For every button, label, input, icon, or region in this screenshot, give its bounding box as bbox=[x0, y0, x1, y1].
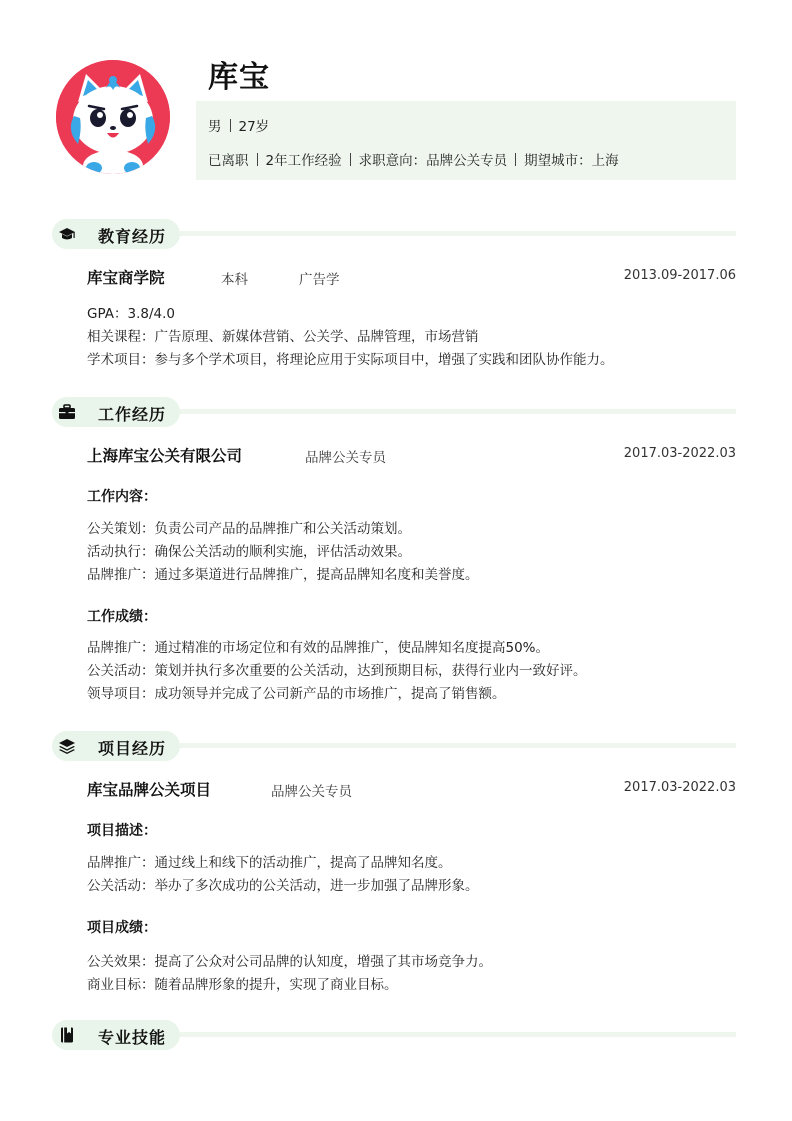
list-item: 活动执行：确保公关活动的顺利实施，评估活动效果。 bbox=[87, 544, 411, 560]
layers-icon bbox=[56, 735, 78, 757]
list-item: 公关活动：举办了多次成功的公关活动，进一步加强了品牌形象。 bbox=[87, 878, 479, 894]
project-desc-label: 项目描述： bbox=[87, 823, 157, 839]
project-section-header bbox=[52, 731, 736, 761]
book-icon bbox=[56, 1024, 78, 1046]
list-item: 公关活动：策划并执行多次重要的公关活动，达到预期目标，获得行业内一致好评。 bbox=[87, 663, 587, 679]
list-item: 品牌推广：通过线上和线下的活动推广，提高了品牌知名度。 bbox=[87, 855, 452, 871]
education-entry-header bbox=[87, 266, 736, 288]
mascot-cat-icon bbox=[56, 60, 170, 174]
section-title: 项目经历 bbox=[98, 739, 167, 758]
project-results-list bbox=[87, 951, 736, 997]
work-entry-header bbox=[87, 444, 736, 466]
list-item: 相关课程：广告原理、新媒体营销、公关学、品牌管理，市场营销 bbox=[87, 329, 479, 345]
candidate-name: 库宝 bbox=[208, 60, 270, 95]
education-date: 2013.09-2017.06 bbox=[623, 268, 736, 283]
separator bbox=[515, 153, 516, 166]
section-divider bbox=[180, 1032, 736, 1037]
school-name: 库宝商学院 bbox=[87, 269, 165, 287]
list-item: 学术项目：参与多个学术项目，将理论应用于实际项目中，增强了实践和团队协作能力。 bbox=[87, 352, 614, 368]
company-name: 上海库宝公关有限公司 bbox=[87, 447, 243, 465]
graduation-cap-icon bbox=[56, 223, 78, 245]
section-divider bbox=[180, 409, 736, 414]
skills-section-header bbox=[52, 1020, 736, 1050]
section-divider bbox=[180, 231, 736, 236]
project-role: 品牌公关专员 bbox=[271, 784, 352, 800]
list-item: 公关效果：提高了公众对公司品牌的认知度，增强了其市场竞争力。 bbox=[87, 954, 492, 970]
work-results-label: 工作成绩： bbox=[87, 609, 157, 625]
project-results-label: 项目成绩： bbox=[87, 920, 157, 936]
work-results-list bbox=[87, 637, 736, 706]
separator bbox=[350, 153, 351, 166]
briefcase-icon bbox=[56, 401, 78, 423]
work-section-header bbox=[52, 397, 736, 427]
separator bbox=[230, 119, 231, 132]
section-title: 工作经历 bbox=[98, 405, 167, 424]
separator bbox=[257, 153, 258, 166]
education-section-header bbox=[52, 219, 736, 249]
section-divider bbox=[180, 743, 736, 748]
gender: 男 bbox=[208, 119, 222, 135]
work-date: 2017.03-2022.03 bbox=[623, 446, 736, 461]
work-content-label: 工作内容： bbox=[87, 489, 157, 505]
list-item: 商业目标：随着品牌形象的提升，实现了商业目标。 bbox=[87, 977, 398, 993]
list-item: GPA：3.8/4.0 bbox=[87, 306, 175, 322]
job-intent: 求职意向：品牌公关专员 bbox=[358, 153, 508, 169]
avatar bbox=[56, 60, 170, 174]
work-content-list bbox=[87, 518, 736, 587]
section-title: 专业技能 bbox=[98, 1028, 167, 1047]
section-title: 教育经历 bbox=[98, 227, 167, 246]
basic-info-line-1 bbox=[208, 115, 269, 135]
work-experience: 2年工作经验 bbox=[265, 153, 342, 169]
basic-info-line-2 bbox=[208, 149, 619, 169]
age: 27岁 bbox=[238, 119, 270, 135]
project-name: 库宝品牌公关项目 bbox=[87, 781, 212, 799]
list-item: 领导项目：成功领导并完成了公司新产品的市场推广，提高了销售额。 bbox=[87, 686, 506, 702]
job-position: 品牌公关专员 bbox=[305, 450, 386, 466]
list-item: 品牌推广：通过精准的市场定位和有效的品牌推广，使品牌知名度提高50%。 bbox=[87, 640, 550, 656]
project-date: 2017.03-2022.03 bbox=[623, 780, 736, 795]
list-item: 品牌推广：通过多渠道进行品牌推广，提高品牌知名度和美誉度。 bbox=[87, 567, 479, 583]
job-status: 已离职 bbox=[208, 153, 249, 169]
project-desc-list bbox=[87, 852, 736, 898]
degree: 本科 bbox=[221, 272, 248, 288]
education-details bbox=[87, 303, 736, 372]
list-item: 公关策划：负责公司产品的品牌推广和公关活动策划。 bbox=[87, 521, 411, 537]
basic-info-panel bbox=[196, 101, 736, 180]
major: 广告学 bbox=[299, 272, 340, 288]
expected-city: 期望城市：上海 bbox=[524, 153, 619, 169]
project-entry-header bbox=[87, 778, 736, 800]
